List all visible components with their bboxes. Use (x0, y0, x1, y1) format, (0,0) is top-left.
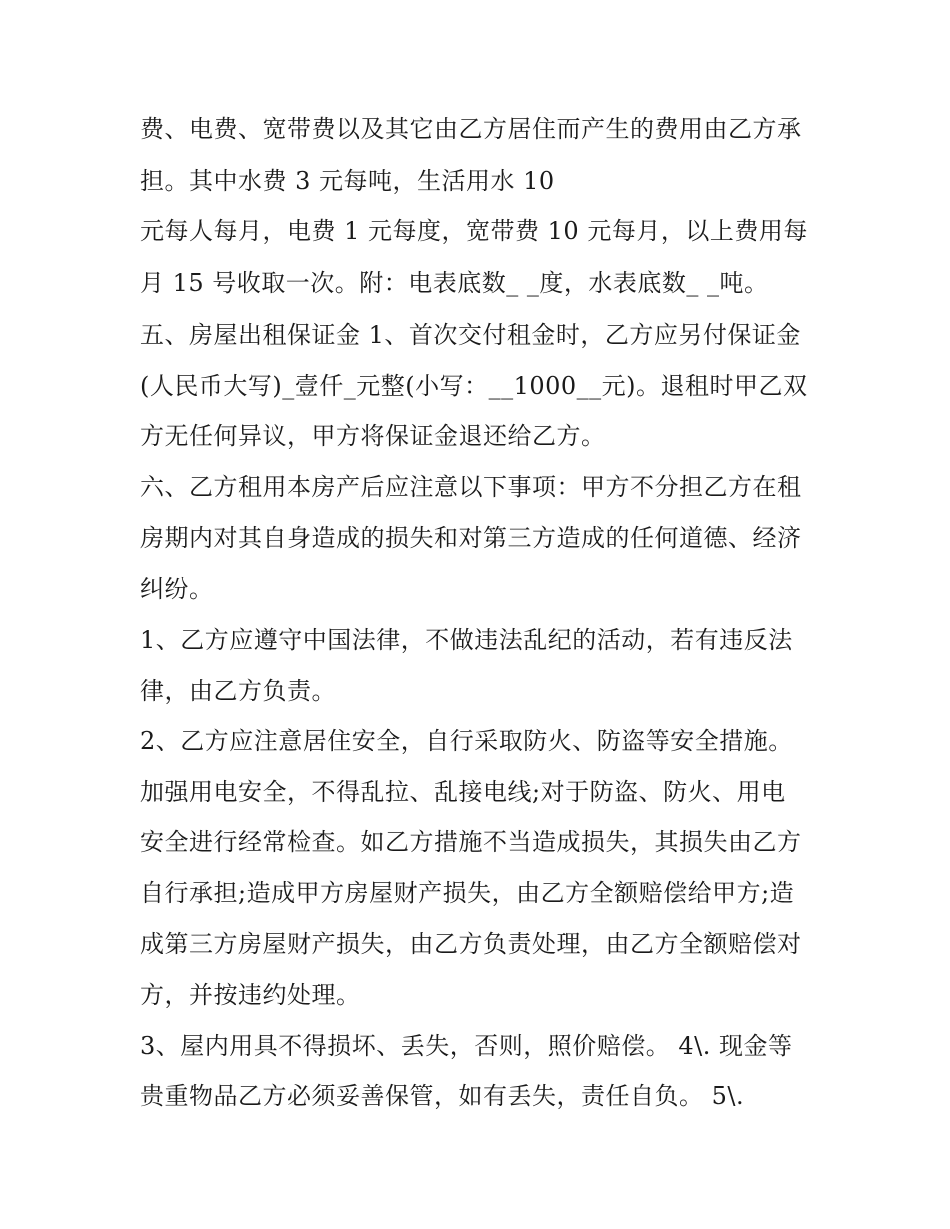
text-line: 担。其中水费 3 元每吨，生活用水 10 (140, 167, 555, 195)
text-line: 方，并按违约处理。 (140, 981, 361, 1009)
text-line: 2、乙方应注意居住安全，自行采取防火、防盗等安全措施。 (140, 727, 793, 755)
text-line: 方无任何异议，甲方将保证金退还给乙方。 (140, 422, 606, 450)
text-line: 五、房屋出租保证金 1、首次交付租金时，乙方应另付保证金 (140, 321, 801, 349)
text-line: 加强用电安全，不得乱拉、乱接电线;对于防盗、防火、用电 (140, 778, 786, 806)
text-line: 成第三方房屋财产损失，由乙方负责处理，由乙方全额赔偿对 (140, 930, 802, 958)
text-line: 自行承担;造成甲方房屋财产损失，由乙方全额赔偿给甲方;造 (140, 879, 795, 907)
text-line: 律，由乙方负责。 (140, 677, 336, 705)
text-line: 纠纷。 (140, 575, 214, 603)
text-line: 3、屋内用具不得损坏、丢失，否则，照价赔偿。 4\. 现金等 (140, 1032, 793, 1060)
text-line: 费、电费、宽带费以及其它由乙方居住而产生的费用由乙方承 (140, 115, 802, 143)
text-line: 1、乙方应遵守中国法律，不做违法乱纪的活动，若有违反法 (140, 626, 793, 654)
text-line: 六、乙方租用本房产后应注意以下事项：甲方不分担乙方在租 (140, 473, 802, 501)
text-line: 月 15 号收取一次。附：电表底数_ _度，水表底数_ _吨。 (140, 269, 769, 297)
text-line: 元每人每月，电费 1 元每度，宽带费 10 元每月，以上费用每 (140, 217, 808, 245)
text-line: 房期内对其自身造成的损失和对第三方造成的任何道德、经济 (140, 524, 802, 552)
text-line: (人民币大写)_壹仟_元整(小写：__1000__元)。退租时甲乙双 (140, 372, 808, 400)
text-line: 安全进行经常检查。如乙方措施不当造成损失，其损失由乙方 (140, 828, 802, 856)
text-line: 贵重物品乙方必须妥善保管，如有丢失，责任自负。 5\. (140, 1082, 745, 1110)
